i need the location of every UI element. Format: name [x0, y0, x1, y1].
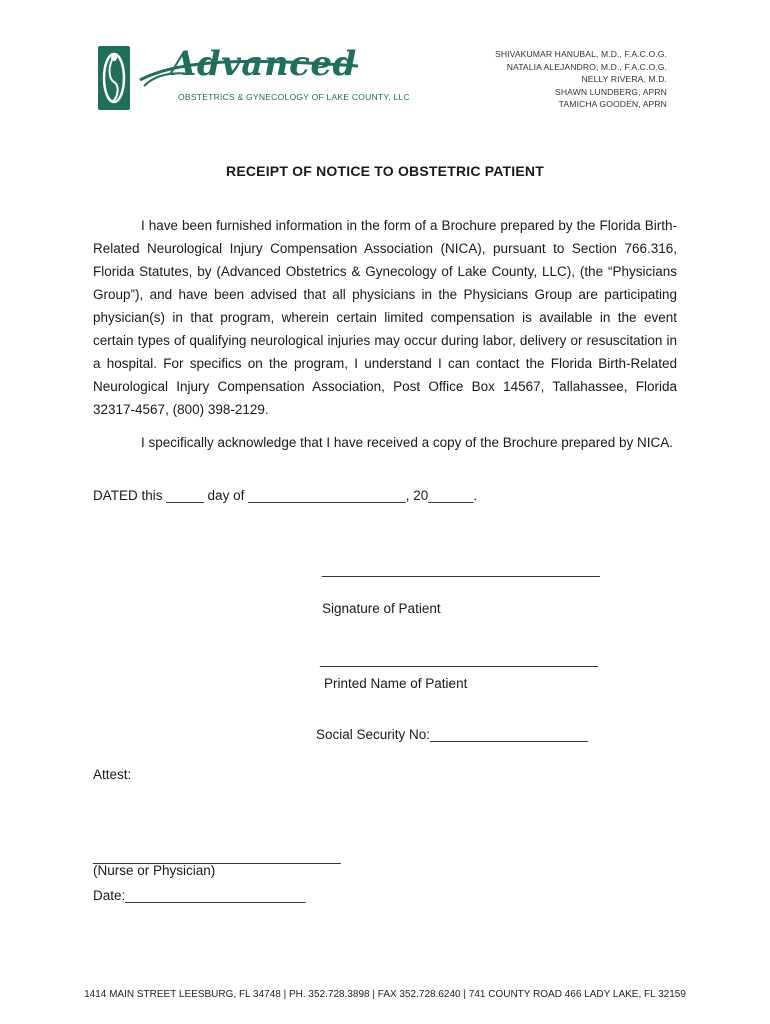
physician-name: TAMICHA GOODEN, APRN [558, 99, 667, 109]
printed-name-label: Printed Name of Patient [324, 676, 468, 691]
attest-label: Attest: [93, 767, 132, 782]
ssn-line: Social Security No:_____________________ [316, 727, 588, 742]
practice-logo [96, 42, 410, 114]
physician-name: SHIVAKUMAR HANUBAL, M.D., F.A.C.O.G. [495, 49, 667, 59]
logo-wordmark: Advanced [170, 44, 357, 84]
physician-name: NELLY RIVERA, M.D. [581, 74, 667, 84]
dated-line: DATED this _____ day of _____________________, 20______. [93, 488, 478, 503]
attest-signature-line: _________________________________ [93, 849, 341, 864]
signature-line: _____________________________________ [322, 562, 600, 577]
signature-label: Signature of Patient [322, 601, 441, 616]
acknowledgement-paragraph: I specifically acknowledge that I have received a copy of the Brochure prepared by NICA. [141, 435, 674, 450]
attest-date-line: Date:________________________ [93, 888, 306, 903]
nurse-physician-label: (Nurse or Physician) [93, 863, 216, 878]
physician-list [495, 48, 667, 111]
footer-address: 1414 MAIN STREET LEESBURG, FL 34748 | PH. 352.728.3898 | FAX 352.728.6240 | 741 COUNTY ROAD 466 LADY LAKE, FL 32159 [84, 989, 686, 1000]
physician-name: SHAWN LUNDBERG, APRN [555, 86, 667, 97]
printed-name-line: _____________________________________ [320, 652, 598, 667]
physician-name: NATALIA ALEJANDRO, M.D., F.A.C.O.G. [506, 61, 667, 72]
notice-paragraph: I have been furnished information in the form of a Brochure prepared by the Florida Birth-Related Neurological Injury Compensation Association (NICA), pursuant to Section 766.316, Florida Statutes, by (Advanced Obstetrics & Gynecology of Lake County, LLC), (the “Physicians Group”), and have been advised that all physicians in the Physicians Group are participating physician(s) in that program, wherein certain limited compensation is available in the event certain types of qualifying neurological injuries may occur during labor, delivery or resuscitation in a hospital. For specifics on the program, I understand I can contact the Florida Birth-Related Neurological Injury Compensation Association, Post Office Box 14567, Tallahassee, Florida 32317-4567, (800) 398-2129. [93, 218, 677, 417]
document-title: RECEIPT OF NOTICE TO OBSTETRIC PATIENT [226, 163, 544, 179]
logo-subtitle: OBSTETRICS & GYNECOLOGY OF LAKE COUNTY, LLC [178, 92, 410, 102]
